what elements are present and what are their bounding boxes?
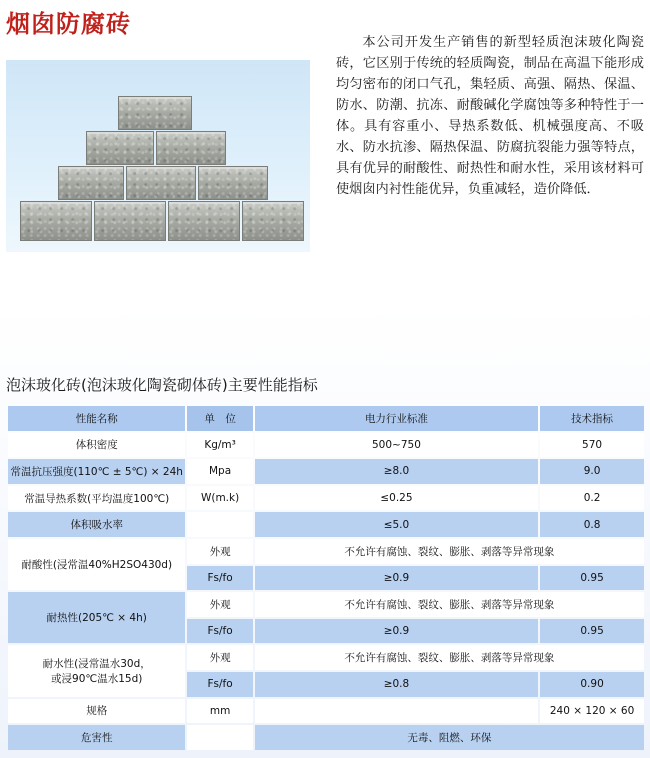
value-cell: 570 — [540, 433, 644, 458]
standard-cell: ≥0.8 — [255, 672, 538, 697]
table-row — [8, 725, 644, 750]
table-row — [8, 645, 644, 670]
value-cell: 0.90 — [540, 672, 644, 697]
spec-table — [6, 404, 646, 752]
empty-cell — [187, 725, 252, 750]
unit-cell — [187, 512, 252, 537]
table-row — [8, 539, 644, 564]
unit-cell: W(m.k) — [187, 486, 252, 511]
property-name: 耐水性(浸常温水30d， 或浸90℃温水15d) — [8, 645, 185, 696]
section-title: 泡沫玻化砖(泡沫玻化陶瓷砌体砖)主要性能指标 — [6, 376, 318, 394]
property-name: 危害性 — [8, 725, 185, 750]
brick — [86, 131, 154, 165]
property-name: 规格 — [8, 699, 185, 724]
header-cell: 电力行业标准 — [255, 406, 538, 431]
value-cell: 无毒、阻燃、环保 — [255, 725, 644, 750]
standard-cell: ≤5.0 — [255, 512, 538, 537]
header-cell: 单 位 — [187, 406, 252, 431]
brick — [118, 96, 192, 130]
value-cell: 0.2 — [540, 486, 644, 511]
brick — [20, 201, 92, 241]
header-cell: 性能名称 — [8, 406, 185, 431]
brick — [94, 201, 166, 241]
table-row — [8, 512, 644, 537]
merged-cell: 不允许有腐蚀、裂纹、膨胀、剥落等异常现象 — [255, 539, 644, 564]
property-name: 常温导热系数(平均温度100℃) — [8, 486, 185, 511]
brick-stack-photo — [6, 60, 310, 252]
sub-label: 外观 — [187, 539, 252, 564]
value-cell: 240 × 120 × 60 — [540, 699, 644, 724]
sub-label: Fs/fo — [187, 566, 252, 591]
brick — [156, 131, 226, 165]
value-cell: 0.95 — [540, 619, 644, 644]
unit-cell: Kg/m³ — [187, 433, 252, 458]
brick — [168, 201, 240, 241]
table-row — [8, 592, 644, 617]
empty-cell — [255, 699, 538, 724]
value-cell: 9.0 — [540, 459, 644, 484]
table-row — [8, 486, 644, 511]
property-name: 体积密度 — [8, 433, 185, 458]
property-name: 耐酸性(浸常温40%H2SO430d) — [8, 539, 185, 590]
merged-cell: 不允许有腐蚀、裂纹、膨胀、剥落等异常现象 — [255, 592, 644, 617]
sub-label: 外观 — [187, 592, 252, 617]
standard-cell: 500~750 — [255, 433, 538, 458]
table-row — [8, 699, 644, 724]
sub-label: Fs/fo — [187, 672, 252, 697]
table-row — [8, 459, 644, 484]
sub-label: 外观 — [187, 645, 252, 670]
standard-cell: ≤0.25 — [255, 486, 538, 511]
merged-cell: 不允许有腐蚀、裂纹、膨胀、剥落等异常现象 — [255, 645, 644, 670]
value-cell: 0.95 — [540, 566, 644, 591]
brick — [198, 166, 268, 200]
unit-cell: Mpa — [187, 459, 252, 484]
header-cell: 技术指标 — [540, 406, 644, 431]
brick — [242, 201, 304, 241]
page-title: 烟囱防腐砖 — [6, 10, 131, 38]
brick — [126, 166, 196, 200]
property-name: 耐热性(205℃ × 4h) — [8, 592, 185, 643]
standard-cell: ≥8.0 — [255, 459, 538, 484]
brick — [58, 166, 124, 200]
unit-cell: mm — [187, 699, 252, 724]
property-name: 常温抗压强度(110℃ ± 5℃) × 24h — [8, 459, 185, 484]
standard-cell: ≥0.9 — [255, 619, 538, 644]
value-cell: 0.8 — [540, 512, 644, 537]
table-row — [8, 433, 644, 458]
property-name: 体积吸水率 — [8, 512, 185, 537]
table-header-row — [8, 406, 644, 431]
product-description: 本公司开发生产销售的新型轻质泡沫玻化陶瓷砖，它区别于传统的轻质陶瓷，制品在高温下能形成均匀密布的闭口气孔，集轻质、高强、隔热、保温、防水、防潮、抗冻、耐酸碱化学腐蚀等多种特性于一体。具有容重小、导热系数低、机械强度高、不吸水、防水抗渗、隔热保温、防腐抗裂能力强等特点，具有优异的耐酸性、耐热性和耐水性，采用该材料可使烟囱内衬性能优异，负重减轻，造价降低． — [336, 35, 644, 197]
sub-label: Fs/fo — [187, 619, 252, 644]
standard-cell: ≥0.9 — [255, 566, 538, 591]
